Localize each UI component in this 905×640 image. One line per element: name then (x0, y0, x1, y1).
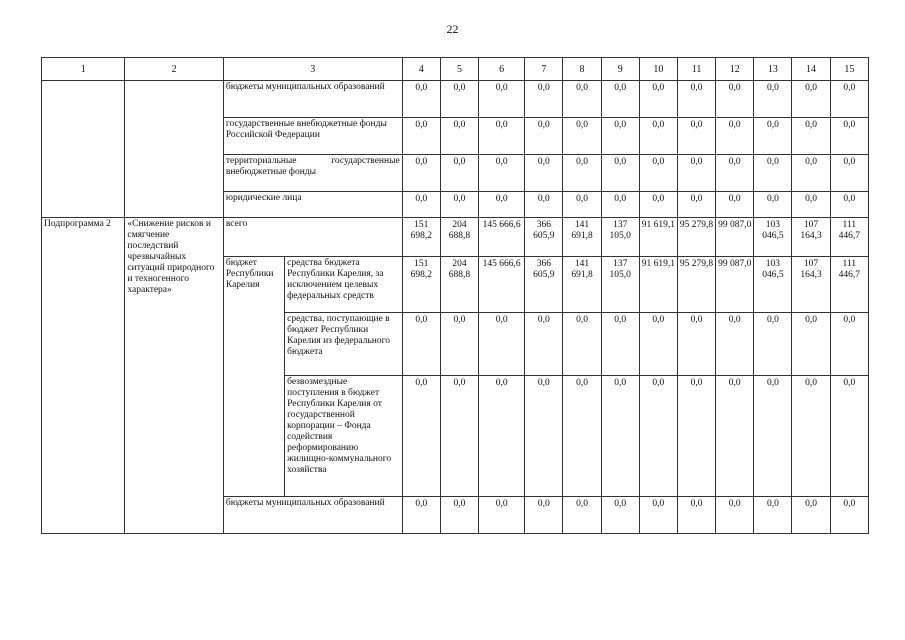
row-label: всего (223, 218, 402, 257)
value-cell: 0,0 (601, 192, 639, 218)
value-cell: 0,0 (639, 192, 677, 218)
value-cell: 0,0 (792, 376, 830, 497)
row-label: юридические лица (223, 192, 402, 218)
value-cell: 0,0 (716, 155, 754, 192)
value-cell: 0,0 (716, 376, 754, 497)
row-label: средства бюджета Республики Карелия, за исключением целевых федеральных средств (285, 257, 403, 313)
value-cell: 0,0 (830, 313, 868, 376)
header-cell: 15 (830, 58, 868, 81)
value-cell: 103 046,5 (754, 257, 792, 313)
value-cell: 0,0 (479, 118, 525, 155)
value-cell: 0,0 (677, 155, 715, 192)
header-cell: 13 (754, 58, 792, 81)
value-cell: 0,0 (830, 118, 868, 155)
header-cell: 9 (601, 58, 639, 81)
value-cell: 0,0 (830, 497, 868, 534)
value-cell: 111 446,7 (830, 257, 868, 313)
value-cell: 0,0 (754, 313, 792, 376)
value-cell: 0,0 (601, 155, 639, 192)
value-cell: 0,0 (440, 376, 478, 497)
value-cell: 0,0 (563, 313, 601, 376)
value-cell: 0,0 (440, 313, 478, 376)
value-cell: 366 605,9 (525, 257, 563, 313)
value-cell: 0,0 (639, 81, 677, 118)
value-cell: 0,0 (754, 118, 792, 155)
row-label: территориальные государственные внебюджетные фонды (223, 155, 402, 192)
value-cell: 0,0 (830, 155, 868, 192)
header-cell: 4 (402, 58, 440, 81)
value-cell: 99 087,0 (716, 257, 754, 313)
value-cell: 0,0 (792, 313, 830, 376)
value-cell: 0,0 (525, 313, 563, 376)
value-cell: 0,0 (440, 497, 478, 534)
value-cell: 0,0 (440, 192, 478, 218)
subprogram-name: «Снижение рисков и смягчение последствий чрезвычайных ситуаций природного и техногенного характера» (125, 218, 223, 534)
value-cell: 0,0 (525, 81, 563, 118)
value-cell: 0,0 (402, 497, 440, 534)
value-cell: 0,0 (525, 118, 563, 155)
table-row (42, 218, 869, 257)
value-cell: 0,0 (677, 81, 715, 118)
value-cell: 0,0 (402, 192, 440, 218)
header-cell: 8 (563, 58, 601, 81)
value-cell: 0,0 (716, 192, 754, 218)
value-cell: 145 666,6 (479, 257, 525, 313)
value-cell: 0,0 (601, 376, 639, 497)
value-cell: 0,0 (525, 192, 563, 218)
value-cell: 145 666,6 (479, 218, 525, 257)
value-cell: 0,0 (716, 313, 754, 376)
value-cell: 0,0 (563, 118, 601, 155)
header-cell: 2 (125, 58, 223, 81)
value-cell: 0,0 (479, 81, 525, 118)
value-cell: 0,0 (563, 81, 601, 118)
value-cell: 0,0 (440, 155, 478, 192)
value-cell: 0,0 (402, 155, 440, 192)
value-cell: 137 105,0 (601, 218, 639, 257)
value-cell: 151 698,2 (402, 257, 440, 313)
value-cell: 0,0 (754, 497, 792, 534)
value-cell: 0,0 (402, 118, 440, 155)
value-cell: 0,0 (677, 313, 715, 376)
header-cell: 12 (716, 58, 754, 81)
header-cell: 14 (792, 58, 830, 81)
budget-table (41, 57, 869, 534)
value-cell: 0,0 (754, 192, 792, 218)
row-label: безвозмездные поступления в бюджет Республики Карелия от государственной корпорации – Фонда содействия реформированию жилищно-коммунального хозяйства (285, 376, 403, 497)
page-number: 22 (446, 22, 459, 36)
value-cell: 0,0 (716, 81, 754, 118)
header-cell: 11 (677, 58, 715, 81)
value-cell: 0,0 (677, 118, 715, 155)
empty-cell (42, 81, 125, 218)
value-cell: 0,0 (754, 81, 792, 118)
value-cell: 0,0 (601, 118, 639, 155)
value-cell: 0,0 (440, 118, 478, 155)
value-cell: 0,0 (677, 376, 715, 497)
value-cell: 0,0 (525, 497, 563, 534)
value-cell: 0,0 (601, 81, 639, 118)
header-cell: 1 (42, 58, 125, 81)
value-cell: 0,0 (792, 81, 830, 118)
value-cell: 0,0 (639, 313, 677, 376)
value-cell: 0,0 (830, 81, 868, 118)
value-cell: 95 279,8 (677, 218, 715, 257)
value-cell: 0,0 (716, 497, 754, 534)
value-cell: 137 105,0 (601, 257, 639, 313)
value-cell: 0,0 (639, 118, 677, 155)
value-cell: 0,0 (525, 376, 563, 497)
value-cell: 0,0 (479, 497, 525, 534)
value-cell: 204 688,8 (440, 218, 478, 257)
table-header-row (42, 58, 869, 81)
empty-cell (125, 81, 223, 218)
value-cell: 95 279,8 (677, 257, 715, 313)
table-row (42, 81, 869, 118)
value-cell: 0,0 (754, 376, 792, 497)
row-label: бюджеты муниципальных образований (223, 81, 402, 118)
value-cell: 0,0 (440, 81, 478, 118)
value-cell: 0,0 (402, 81, 440, 118)
value-cell: 0,0 (639, 497, 677, 534)
value-cell: 0,0 (402, 376, 440, 497)
value-cell: 0,0 (402, 313, 440, 376)
header-cell: 10 (639, 58, 677, 81)
value-cell: 103 046,5 (754, 218, 792, 257)
subprogram-number: Подпрограмма 2 (42, 218, 125, 534)
value-cell: 0,0 (830, 192, 868, 218)
value-cell: 0,0 (563, 497, 601, 534)
value-cell: 141 691,8 (563, 257, 601, 313)
value-cell: 0,0 (792, 155, 830, 192)
row-label: средства, поступающие в бюджет Республики Карелия из федерального бюджета (285, 313, 403, 376)
value-cell: 0,0 (792, 192, 830, 218)
value-cell: 0,0 (601, 313, 639, 376)
value-cell: 0,0 (639, 376, 677, 497)
header-cell: 5 (440, 58, 478, 81)
value-cell: 0,0 (716, 118, 754, 155)
value-cell: 0,0 (563, 376, 601, 497)
value-cell: 107 164,3 (792, 257, 830, 313)
value-cell: 0,0 (479, 313, 525, 376)
value-cell: 0,0 (754, 155, 792, 192)
value-cell: 0,0 (677, 192, 715, 218)
value-cell: 91 619,1 (639, 257, 677, 313)
value-cell: 0,0 (563, 155, 601, 192)
value-cell: 0,0 (830, 376, 868, 497)
value-cell: 151 698,2 (402, 218, 440, 257)
value-cell: 0,0 (792, 497, 830, 534)
header-cell: 3 (223, 58, 402, 81)
value-cell: 0,0 (525, 155, 563, 192)
value-cell: 0,0 (601, 497, 639, 534)
value-cell: 0,0 (479, 155, 525, 192)
row-label: государственные внебюджетные фонды Российской Федерации (223, 118, 402, 155)
value-cell: 366 605,9 (525, 218, 563, 257)
value-cell: 0,0 (677, 497, 715, 534)
value-cell: 111 446,7 (830, 218, 868, 257)
value-cell: 107 164,3 (792, 218, 830, 257)
value-cell: 99 087,0 (716, 218, 754, 257)
value-cell: 0,0 (639, 155, 677, 192)
row-label: бюджеты муниципальных образований (223, 497, 402, 534)
value-cell: 0,0 (479, 192, 525, 218)
header-cell: 7 (525, 58, 563, 81)
value-cell: 204 688,8 (440, 257, 478, 313)
group-label: бюджет Республики Карелия (223, 257, 284, 497)
value-cell: 0,0 (563, 192, 601, 218)
value-cell: 0,0 (479, 376, 525, 497)
header-cell: 6 (479, 58, 525, 81)
value-cell: 141 691,8 (563, 218, 601, 257)
value-cell: 0,0 (792, 118, 830, 155)
value-cell: 91 619,1 (639, 218, 677, 257)
